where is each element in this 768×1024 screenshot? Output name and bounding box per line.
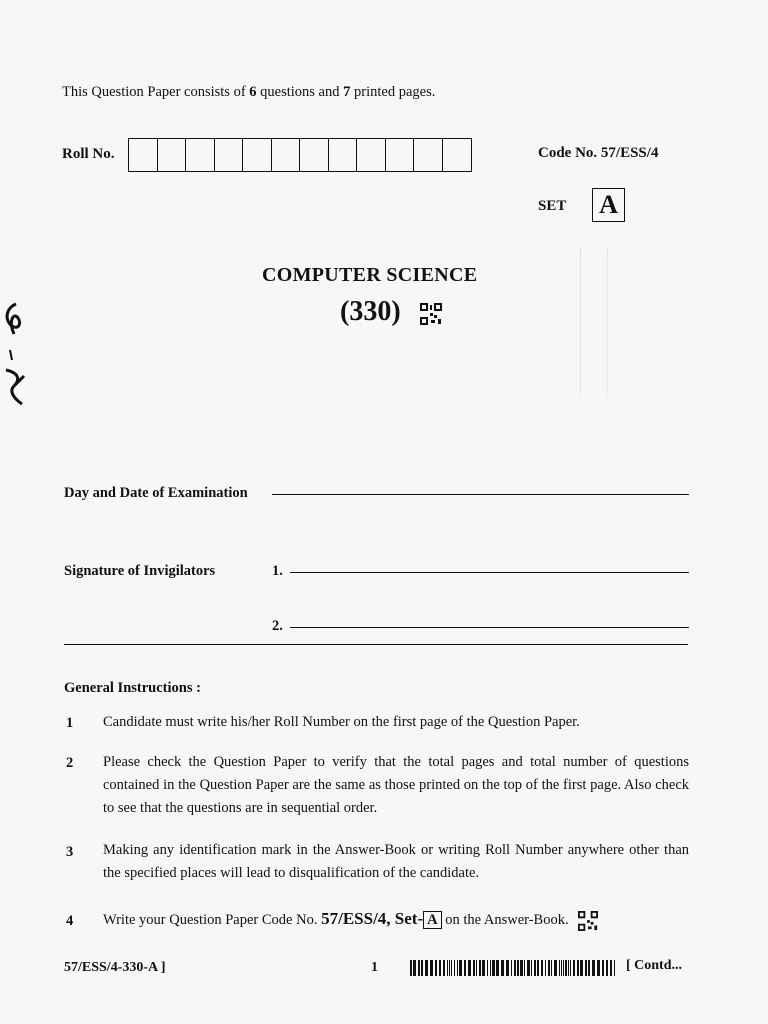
barcode-bar (520, 960, 523, 976)
barcode-bar (511, 960, 512, 976)
barcode-bar (421, 960, 423, 976)
roll-number-label: Roll No. (62, 146, 115, 162)
code-number: Code No. 57/ESS/4 (538, 145, 659, 161)
barcode-bar (524, 960, 525, 976)
scan-artifact (580, 248, 608, 396)
barcode-bar (565, 960, 567, 976)
barcode-bar (468, 960, 471, 976)
barcode-bar (457, 960, 458, 976)
invigilator-2-line[interactable] (290, 627, 689, 628)
barcode-bar (580, 960, 583, 976)
barcode-bar (482, 960, 485, 976)
invigilator-2-number: 2. (272, 618, 283, 634)
barcode-bar (534, 960, 536, 976)
barcode-bar (473, 960, 475, 976)
invigilator-1-number: 1. (272, 563, 283, 579)
barcode-bar (435, 960, 437, 976)
instructions-title: General Instructions : (64, 680, 201, 696)
roll-digit-box[interactable] (329, 139, 358, 171)
margin-mark-icon (2, 300, 30, 410)
barcode-bar (490, 960, 491, 976)
roll-digit-box[interactable] (158, 139, 187, 171)
barcode-bar (517, 960, 519, 976)
set-inline-box: A (423, 911, 441, 929)
barcode-bar (449, 960, 450, 976)
barcode-bar (559, 960, 560, 976)
barcode-bar (447, 960, 448, 976)
barcode-bar (425, 960, 428, 976)
barcode-bar (577, 960, 579, 976)
instruction-number: 1 (66, 715, 74, 731)
instruction-text: Write your Question Paper Code No. 57/ESS/4, Set- A on the Answer-Book. (103, 907, 689, 932)
barcode-bar (606, 960, 608, 976)
instruction-number: 2 (66, 755, 74, 771)
invigilator-1-line[interactable] (290, 572, 689, 573)
set-label: SET (538, 198, 567, 214)
question-count: 6 (249, 84, 257, 100)
instruction-text: Candidate must write his/her Roll Number on the first page of the Question Paper. (103, 714, 580, 730)
barcode-bar (548, 960, 550, 976)
roll-digit-box[interactable] (215, 139, 244, 171)
barcode-bar (459, 960, 462, 976)
barcode-bar (443, 960, 445, 976)
page-count: 7 (343, 84, 351, 100)
barcode-bar (430, 960, 433, 976)
exam-date-label: Day and Date of Examination (64, 485, 248, 501)
barcode-bar (527, 960, 530, 976)
barcode-bar (585, 960, 587, 976)
roll-digit-box[interactable] (357, 139, 386, 171)
barcode-bar (476, 960, 477, 976)
barcode-bar (563, 960, 564, 976)
barcode-bar (551, 960, 552, 976)
roll-digit-box[interactable] (300, 139, 329, 171)
roll-digit-box[interactable] (129, 139, 158, 171)
roll-digit-box[interactable] (243, 139, 272, 171)
barcode-bar (506, 960, 509, 976)
roll-digit-box[interactable] (272, 139, 301, 171)
barcode-bar (588, 960, 590, 976)
continued-label: [ Contd... (626, 958, 683, 973)
barcode-bar (496, 960, 499, 976)
barcode-bar (592, 960, 595, 976)
roll-digit-box[interactable] (186, 139, 215, 171)
barcode-bar (410, 960, 412, 976)
qr-code-icon (578, 911, 598, 931)
intro-line: This Question Paper consists of 6 questions and 7 printed pages. (62, 84, 436, 100)
page-number: 1 (371, 960, 378, 975)
barcode-bar (573, 960, 575, 976)
barcode-bar (514, 960, 516, 976)
instruction-text: Please check the Question Paper to verify that the total pages and total number of questions contained in the Question Paper are the same as those printed on the top of the first page. Also check to see that the questions are in sequential order. (103, 754, 689, 816)
subject-title: COMPUTER SCIENCE (262, 264, 478, 286)
barcode-bar (541, 960, 543, 976)
qr-code-icon (420, 303, 442, 325)
barcode-icon (410, 960, 618, 976)
section-divider (64, 644, 688, 645)
instruction-text: Making any identification mark in the Answer-Book or writing Roll Number anywhere other than the specified places will lead to disqualification of the candidate. (103, 842, 689, 881)
roll-digit-box[interactable] (386, 139, 415, 171)
barcode-bar (487, 960, 488, 976)
barcode-bar (413, 960, 416, 976)
barcode-bar (439, 960, 441, 976)
paper-id: 57/ESS/4-330-A ] (64, 960, 166, 975)
barcode-bar (554, 960, 557, 976)
barcode-bar (610, 960, 612, 976)
exam-date-line[interactable] (272, 494, 689, 495)
set-value-box: A (592, 188, 625, 222)
barcode-bar (570, 960, 571, 976)
barcode-bar (464, 960, 466, 976)
barcode-bar (479, 960, 481, 976)
instruction-number: 3 (66, 844, 74, 860)
barcode-bar (501, 960, 504, 976)
barcode-bar (451, 960, 452, 976)
barcode-bar (531, 960, 532, 976)
barcode-bar (568, 960, 569, 976)
barcode-bar (537, 960, 539, 976)
barcode-bar (602, 960, 604, 976)
barcode-bar (454, 960, 455, 976)
instruction-number: 4 (66, 913, 74, 929)
barcode-bar (561, 960, 562, 976)
invigilators-label: Signature of Invigilators (64, 563, 216, 579)
barcode-bar (418, 960, 420, 976)
roll-digit-box[interactable] (443, 139, 472, 171)
roll-number-boxes[interactable] (128, 138, 472, 172)
subject-code: (330) (340, 296, 442, 328)
barcode-bar (614, 960, 615, 976)
barcode-bar (545, 960, 546, 976)
barcode-bar (597, 960, 600, 976)
barcode-bar (492, 960, 495, 976)
roll-digit-box[interactable] (414, 139, 443, 171)
